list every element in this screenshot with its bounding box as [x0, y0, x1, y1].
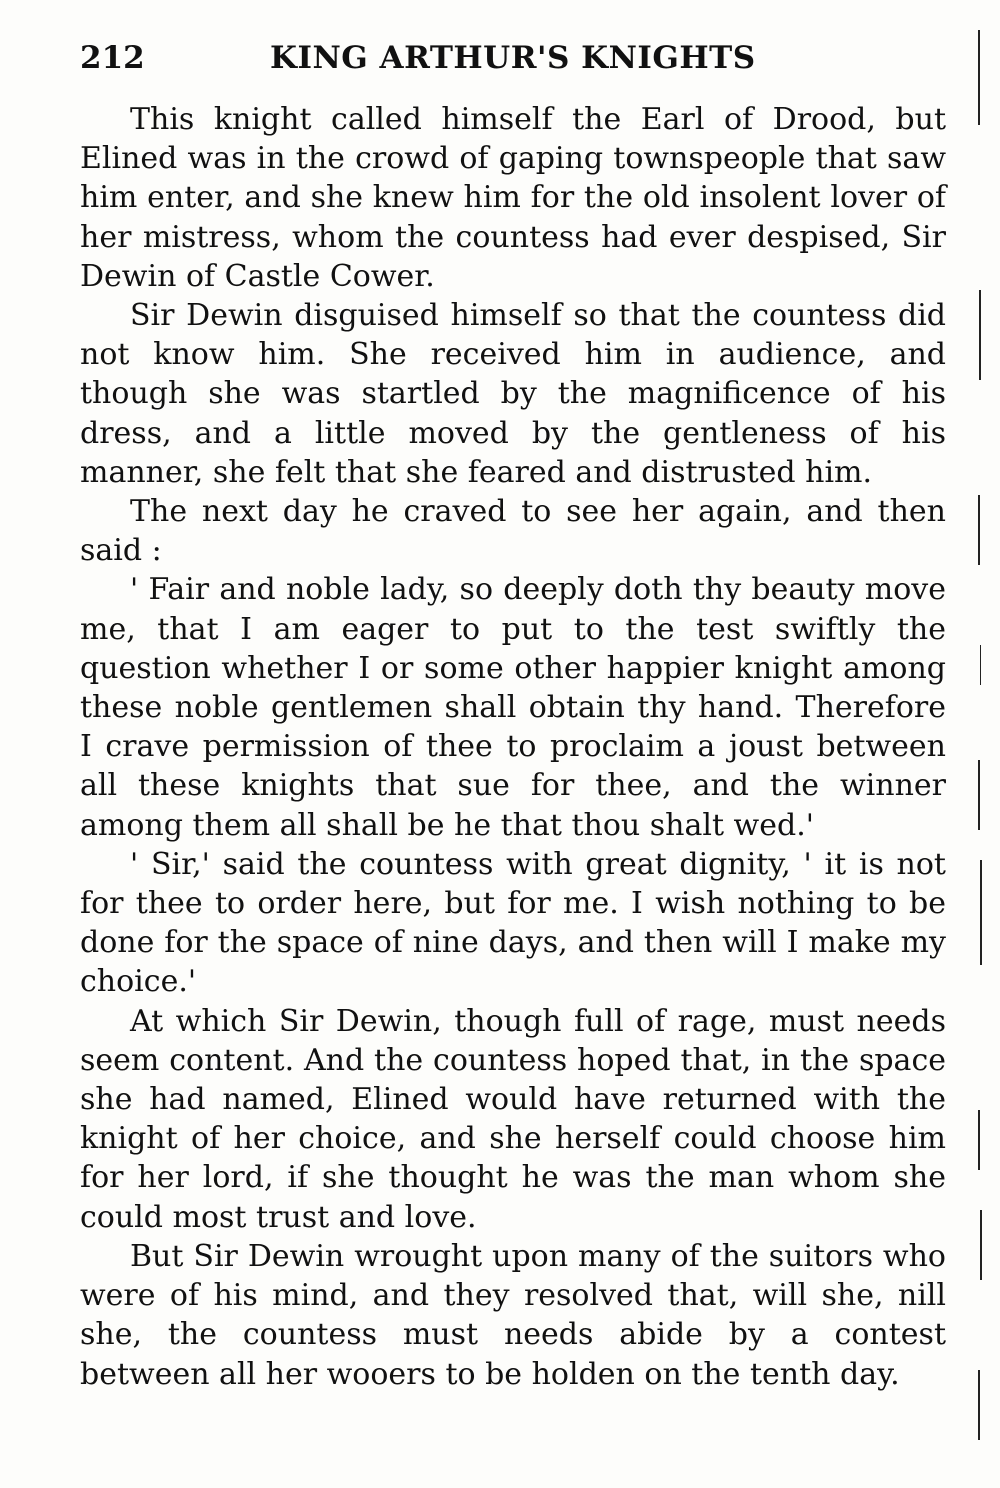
scan-edge-mark: [978, 760, 980, 830]
scan-edge-mark: [978, 495, 980, 565]
scan-edge-mark: [979, 290, 981, 380]
scan-edge-mark: [980, 860, 982, 965]
paragraph-2: Sir Dewin disguised himself so that the countess did not know him. She received him in audience, and though she was startled by the magnificence of his dress, and a little moved by the gentleness of his manner, she felt that she feared and distrusted him.: [80, 298, 946, 490]
scan-edge-mark: [978, 1370, 980, 1440]
page-number: 212: [80, 40, 145, 76]
paragraph-5: ' Sir,' said the countess with great dignity, ' it is not for thee to order here, but for me. I wish nothing to be done for the space of nine days, and then will I make my choice.': [80, 846, 946, 1000]
paragraph-3: The next day he craved to see her again, and then said :: [80, 494, 946, 569]
paragraph-7: But Sir Dewin wrought upon many of the suitors who were of his mind, and they resolved that, will she, nill she, the countess must needs abide by a contest between all her wooers to be holden on the tenth day.: [80, 1238, 946, 1392]
paragraph-4: ' Fair and noble lady, so deeply doth thy beauty move me, that I am eager to put to the test swiftly the question whether I or some other happier knight among these noble gentlemen shall obtain thy hand. Therefore I crave permission of thee to proclaim a joust between all these knights that sue for thee, and the winner among them all shall be he that thou shalt wed.': [80, 572, 946, 843]
paragraph-1: This knight called himself the Earl of Drood, but Elined was in the crowd of gaping townspeople that saw him enter, and she knew him for the old insolent lover of her mistress, whom the countess had ever despised, Sir Dewin of Castle Cower.: [80, 102, 946, 294]
scan-edge-mark: [980, 1210, 982, 1280]
body-text: [80, 100, 946, 1394]
scan-edge-mark: [978, 1110, 980, 1170]
scan-edge-mark: [978, 30, 980, 125]
page-header: [80, 40, 950, 84]
running-head: KING ARTHUR'S KNIGHTS: [270, 40, 756, 76]
scan-edge-mark: [980, 645, 981, 685]
paragraph-6: At which Sir Dewin, though full of rage, must needs seem content. And the countess hoped that, in the space she had named, Elined would have returned with the knight of her choice, and she herself could choose him for her lord, if she thought he was the man whom she could most trust and love.: [80, 1003, 946, 1235]
